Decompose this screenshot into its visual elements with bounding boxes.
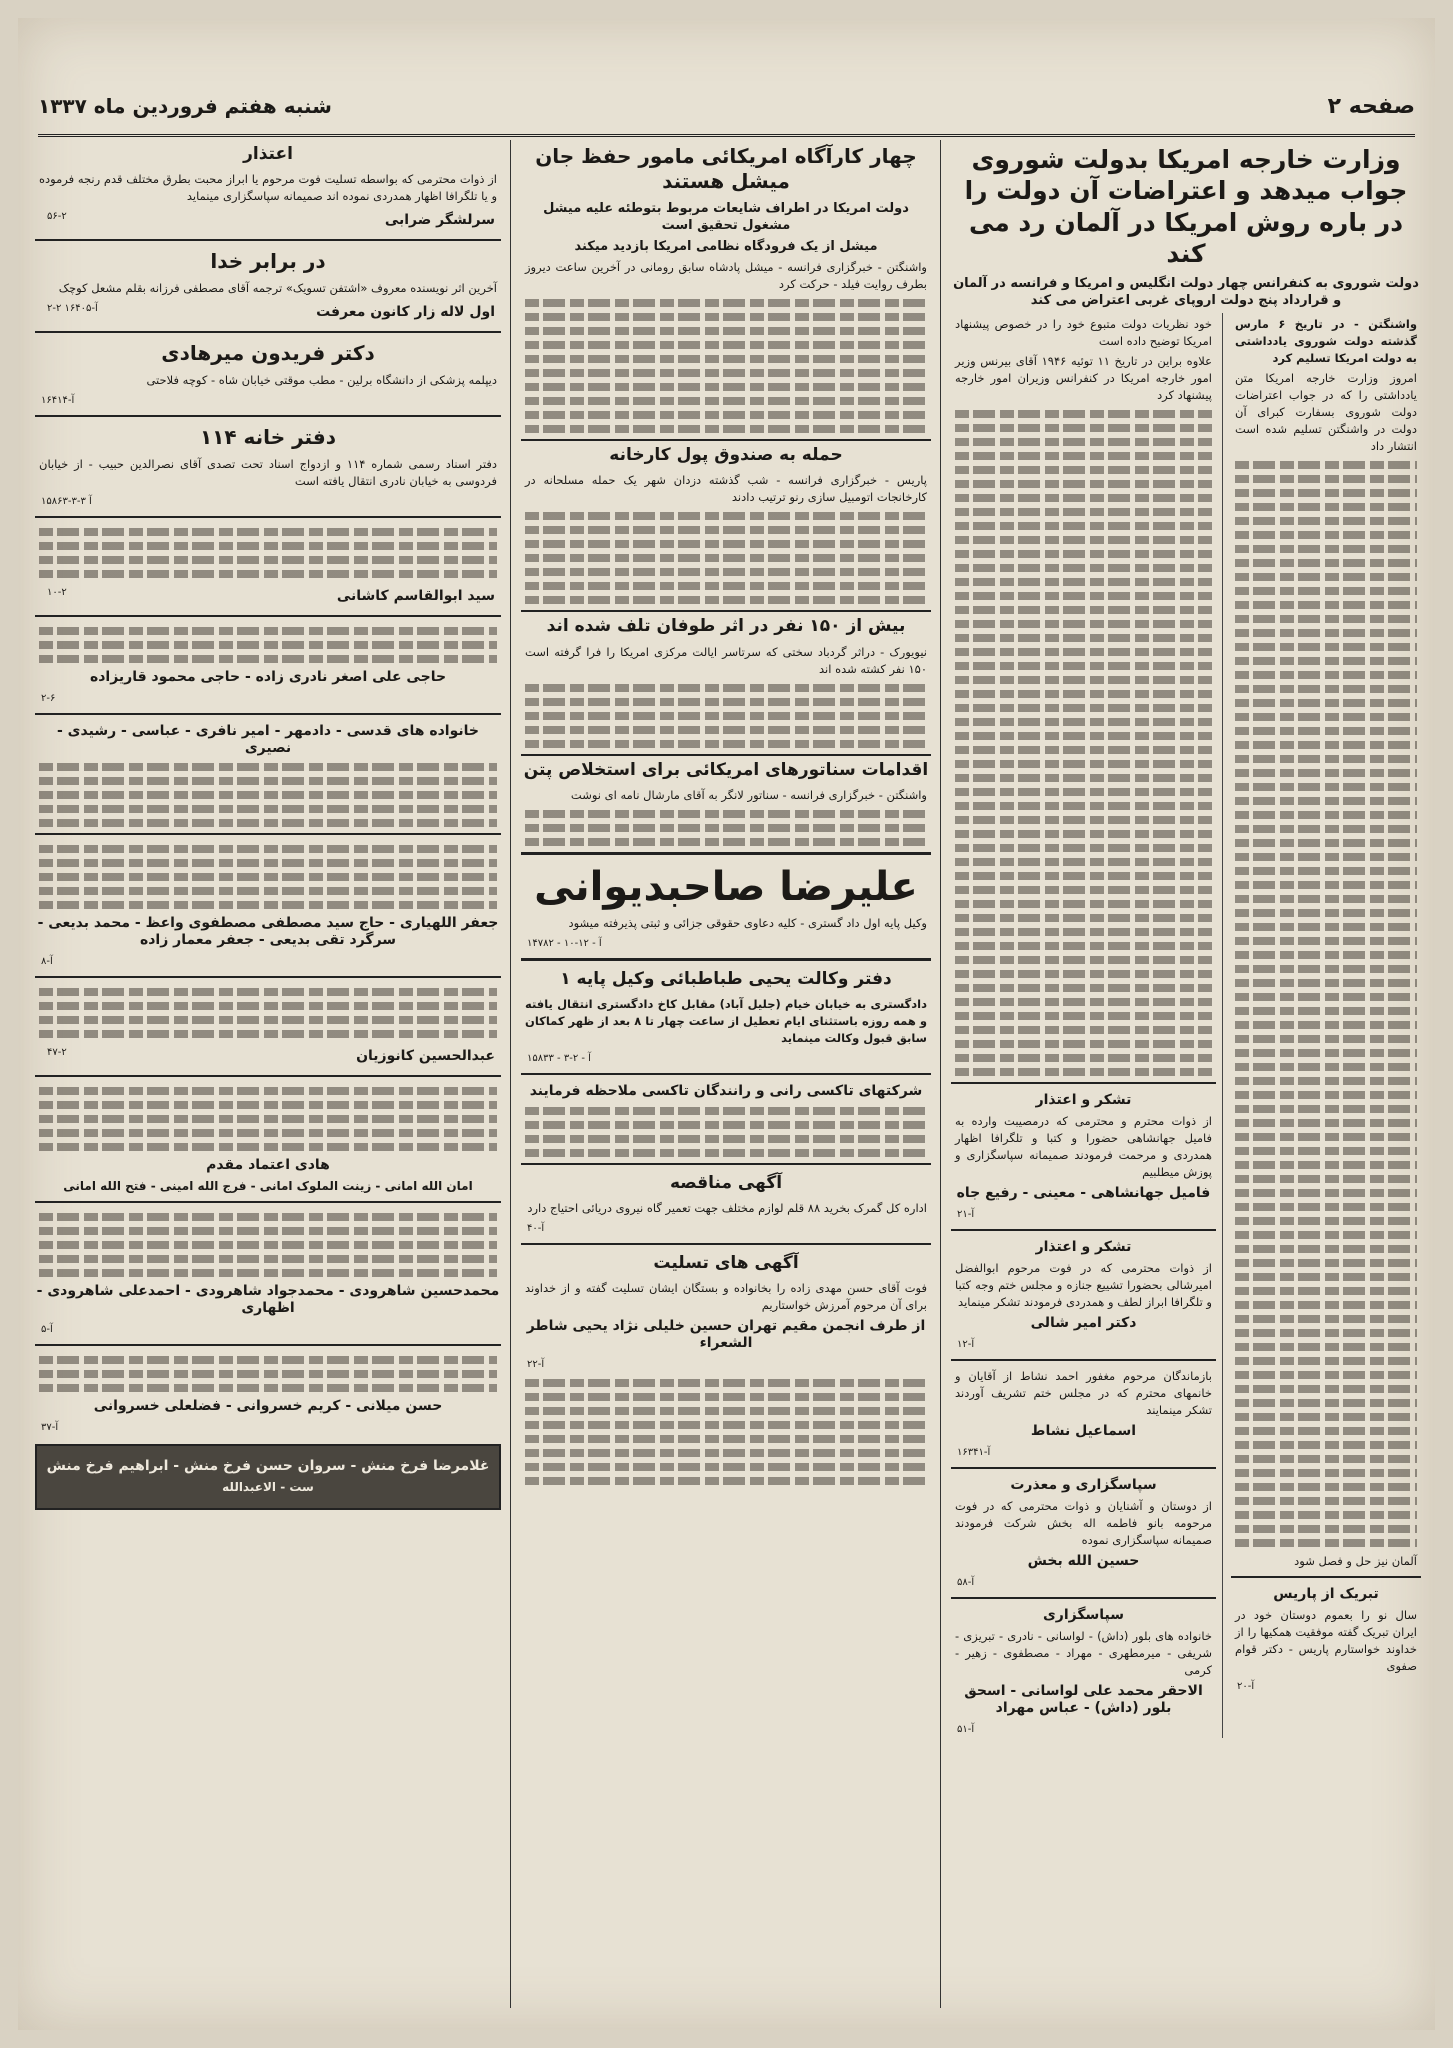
article-cashbox-filler <box>525 512 927 604</box>
condolence-filler <box>525 1379 927 1485</box>
tender-ad-title: آگهی مناقصه <box>669 1172 783 1193</box>
page-number: صفحه ۲ <box>1327 93 1415 119</box>
column-2 <box>521 140 931 2010</box>
notice-2-filler <box>39 627 497 663</box>
greeting-title: تبریک از پاریس <box>1273 1586 1379 1602</box>
thanks-ad-2-title: تشکر و اعتذار <box>1035 1239 1132 1255</box>
apology-code: ۵۶-۲ <box>47 211 67 223</box>
thanks-ad-1-text: از ذوات محترم و محترمی که درمصیبت وارده به فامیل جهانشاهی حضورا و کتبا و تلگرافا اظهار همدردی و مرحمت فرمودند صمیمانه سپاسگزاری و پوزش میطلبیم <box>955 1114 1212 1179</box>
lawyer-ad-name: علیرضا صاحبدیوانی <box>534 863 918 910</box>
dark-ad-code: ست - الاعبدالله <box>222 1480 314 1495</box>
notice-3-filler <box>39 763 497 827</box>
taxi-ad-filler <box>525 1107 927 1157</box>
article-text-1: خود نظریات دولت متبوع خود را در خصوص پیشنهاد امریکا توضیح داده است <box>955 317 1212 348</box>
thanks-ad-3-code: آ-۱۶۳۴۱ <box>957 1447 991 1458</box>
notice-6-sign: هادی اعتماد مقدم <box>206 1157 330 1174</box>
notice-3-sign: خانواده های قدسی - دادمهر - امیر نافری - عباسی - رشیدی - نصیری <box>57 723 479 757</box>
thanks-ad-5-title: سپاسگزاری <box>1042 1607 1125 1623</box>
book-ad-text: آخرین اثر نویسنده معروف «اشتفن تسویک» ترجمه آقای مصطفی فرزانه بقلم مشعل کوچک <box>58 281 497 296</box>
thanks-ad-1-title: تشکر و اعتذار <box>1035 1092 1132 1108</box>
thanks-ad-2-code: آ-۱۲ <box>957 1339 975 1350</box>
taxi-ad-title: شرکتهای تاکسی رانی و رانندگان تاکسی ملاحظه فرمایند <box>529 1083 923 1099</box>
doctor-ad-title: دکتر فریدون میرهادی <box>161 341 375 366</box>
subhead-investigation: دولت امریکا در اطراف شایعات مربوط بتوطئه علیه میشل مشغول تحقیق است <box>543 201 909 233</box>
greeting-text: سال نو را بعموم دوستان خود در ایران تبریک گفته موفقیت همکیها را از خداوند خواستارم پاریس - دکتر قوام صفوی <box>1235 1608 1417 1673</box>
notice-1-sign: سید ابوالقاسم کاشانی <box>336 588 495 605</box>
thanks-ad-4-sign: حسین الله بخش <box>1027 1553 1140 1569</box>
condolence-ad-code: آ-۲۲ <box>527 1359 545 1370</box>
notice-5-code: ۴۷-۲ <box>47 1047 67 1059</box>
notice-8-filler <box>39 1356 497 1392</box>
condolence-ad-sign: از طرف انجمن مقیم تهران حسین خلیلی نژاد یحیی شاطر الشعراء <box>526 1318 926 1351</box>
notary-ad-code: ۱۵۸۶۳-آ ۳-۳ <box>41 496 92 508</box>
article-storm-filler <box>525 684 927 748</box>
notice-7-sign: محمدحسین شاهرودی - محمدجواد شاهرودی - احمدعلی شاهرودی - اظهاری <box>36 1283 500 1317</box>
notary-ad-title: دفتر خانه ۱۱۴ <box>199 425 337 450</box>
notice-2-sign: حاجی علی اصغر نادری زاده - حاجی محمود قاریزاده <box>89 669 447 686</box>
notary-ad-text: دفتر اسناد رسمی شماره ۱۱۴ و ازدواج اسناد تحت تصدی آقای نصرالدین حبیب - از خیابان فردوسی به خیابان نادری انتقال یافته است <box>39 457 497 489</box>
column-3 <box>35 140 501 2010</box>
article-lead: واشنگتن - در تاریخ ۶ مارس گذشته دولت شوروی یادداشتی به دولت امریکا تسلیم کرد <box>1235 317 1417 365</box>
headline-cashbox: حمله به صندوق پول کارخانه <box>521 439 931 466</box>
condolence-ad-text: فوت آقای حسن مهدی زاده را بخانواده و بستگان ایشان تسلیت گفته و از خداوند برای آن مرحوم آمرزش خواستاریم <box>525 1281 927 1312</box>
tender-ad-text: اداره کل گمرک بخرید ۸۸ قلم لوازم مختلف جهت تعمیر گاه نیروی دریائی احتیاج دارد <box>527 1200 927 1215</box>
book-ad-store: اول لاله زار کانون معرفت <box>316 304 495 321</box>
notice-2-code: ۲-۶ <box>41 693 56 705</box>
subhead-airport: میشل از یک فرودگاه نظامی امریکا بازدید میکند <box>574 239 878 254</box>
notice-1-filler <box>39 528 497 578</box>
column-1 <box>951 140 1421 2010</box>
notice-7-code: آ-۵ <box>41 1324 53 1336</box>
headline-petain: اقدامات سناتورهای امریکائی برای استخلاص پتن <box>521 754 931 781</box>
article-lead-2: امروز وزارت خارجه امریکا متن یادداشتی را که در جواب اعتراضات دولت شوروی بسفارت کبرای آن دولت در واشنگتن تسلیم شده است انتشار داد <box>1235 371 1417 453</box>
lawyer-ad-text: وکیل پایه اول داد گستری - کلیه دعاوی حقوقی جزائی و ثبتی پذیرفته میشود <box>568 915 927 930</box>
book-ad-title: در برابر خدا <box>210 249 326 274</box>
law-office-ad-code: ۱۵۸۳۳ - آ - ۲-۳ <box>527 1053 591 1064</box>
article-michael-filler <box>525 299 927 433</box>
doctor-ad-code: ۱۶۴۱۴-آ <box>41 395 75 407</box>
thanks-ad-1-code: آ-۲۱ <box>957 1209 975 1220</box>
notice-5-sign: عبدالحسین کانوزیان <box>356 1048 495 1065</box>
headline-detectives: چهار کارآگاه امریکائی مامور حفظ جان میشل هستند <box>535 144 917 193</box>
article-cashbox: پاریس - خبرگزاری فرانسه - شب گذشته دزدان شهر یک حمله مسلحانه در کارخانجات اتومبیل سازی رنو ترتیب دادند <box>525 473 927 505</box>
tender-ad-code: آ-۴۰ <box>527 1222 545 1234</box>
doctor-ad-text: دیپلمه پزشکی از دانشگاه برلین - مطب موقتی خیابان شاه - کوچه فلاحتی <box>146 373 497 388</box>
article-body-filler <box>1235 461 1417 1547</box>
article-michael: واشنگتن - خبرگزاری فرانسه - میشل پادشاه سابق رومانی در آخرین ساعت دیروز بطرف روایت فیلد - حرکت کرد <box>525 260 927 291</box>
column-rule <box>510 140 511 2008</box>
thanks-ad-4-title: سپاسگزاری و معذرت <box>1010 1477 1157 1493</box>
thanks-ad-3-text: بازماندگان مرحوم مغفور احمد نشاط از آقایان و خانمهای محترم که در مجلس ختم تشریف آوردند تشکر مینمایند <box>955 1369 1212 1417</box>
notice-4-filler <box>39 845 497 909</box>
thanks-ad-2-sign: دکتر امیر شالی <box>1030 1315 1137 1331</box>
notice-6-sub: امان الله امانی - زینت الملوک امانی - فرج الله امینی - فتح الله امانی <box>63 1179 473 1194</box>
main-headline: وزارت خارجه امریکا بدولت شوروی جواب میدهد و اعتراضات آن دولت را در باره روش امریکا در آلمان رد می کند <box>964 145 1408 268</box>
article-petain-filler <box>525 810 927 846</box>
notice-4-sign: جعفر اللهیاری - حاج سید مصطفی مصطفوی واعظ - محمد بدیعی - سرگرد تقی بدیعی - جعفر معمار زاده <box>37 915 499 949</box>
dark-notice-ad <box>35 1444 501 1510</box>
apology-text: از ذوات محترمی که بواسطه تسلیت فوت مرحوم یا ابراز محبت بطرق مختلف قدم رنجه فرموده و یا تلگرافا اظهار همدردی نموده اند صمیمانه سپاسگزاری مینماید <box>39 172 497 204</box>
notice-7-filler <box>39 1213 497 1277</box>
masthead <box>38 78 1415 137</box>
article-body-filler-2 <box>955 410 1212 1076</box>
article-continuation: آلمان نیز حل و فصل شود <box>1294 1554 1417 1568</box>
greeting-code: آ-۲۰ <box>1237 1681 1255 1692</box>
notice-6-filler <box>39 1087 497 1151</box>
book-ad-code: ۲-۲ ۱۶۴۰۵-آ <box>47 303 98 315</box>
apology-sign: سرلشگر ضرابی <box>384 212 495 229</box>
article-text-2: علاوه براین در تاریخ ۱۱ توئیه ۱۹۴۶ آقای بیرنس وزیر امور خارجه امریکا در کنفرانس وزیران امور خارجه پیشنهاد کرد <box>955 354 1212 402</box>
notice-4-code: آ-۸ <box>41 956 53 968</box>
notice-1-code: ۱۰-۲ <box>47 587 67 599</box>
article-storm: نیویورک - دراثر گردباد سختی که سرتاسر ایالت مرکزی امریکا را فرا گرفته است ۱۵۰ نفر کشته شده اند <box>525 644 927 676</box>
thanks-ad-5-sign: الاحقر محمد علی لواسانی - اسحق بلور (داش) - عباس مهراد <box>964 1683 1203 1716</box>
main-subhead: دولت شوروی به کنفرانس چهار دولت انگلیس و امریکا و فرانسه در آلمان و قرارداد پنج دولت اروپای غربی اعتراض می کند <box>953 276 1419 308</box>
thanks-ad-2-text: از ذوات محترمی که در فوت مرحوم ابوالفضل امیرشالی بحضورا تشییع جنازه و مجلس ختم وجه کتبا و تلگرافا ابراز لطف و همدردی فرمودند تشکر مینماید <box>955 1261 1212 1309</box>
thanks-ad-1-sign: فامیل جهانشاهی - معینی - رفیع جاه <box>956 1185 1211 1201</box>
law-office-ad-text: دادگستری به خیابان خیام (جلیل آباد) مقابل کاخ دادگستری انتقال یافته و همه روزه باستثنای ایام تعطیل از ساعت چهار تا ۸ بعد از ظهر کماکان سابق قبول وکالت مینماید <box>525 997 927 1045</box>
thanks-ad-4-code: آ-۵۸ <box>957 1577 975 1588</box>
notice-8-sign: حسن میلانی - کریم خسروانی - فضلعلی خسروانی <box>93 1398 443 1415</box>
newspaper-page <box>18 18 1435 2030</box>
issue-date: شنبه هفتم فروردین ماه ۱۳۳۷ <box>38 94 332 118</box>
notice-5-filler <box>39 988 497 1038</box>
column-rule <box>940 140 941 2008</box>
thanks-ad-5-text: خانواده های بلور (داش) - لواسانی - نادری - تبریزی - شریفی - میرمطهری - مهراد - مصطفوی - زهیر - کرمی <box>955 1629 1212 1677</box>
thanks-ad-3-sign: اسماعیل نشاط <box>1030 1423 1137 1439</box>
lawyer-ad-code: ۱۴۷۸۲ - آ - ۱۲-۱۰ <box>527 937 602 949</box>
thanks-ad-5-code: آ-۵۱ <box>957 1724 975 1735</box>
article-petain: واشنگتن - خبرگزاری فرانسه - سناتور لانگر به آقای مارشال نامه ای نوشت <box>570 787 927 802</box>
law-office-ad-title: دفتر وکالت یحیی طباطبائی وکیل پایه ۱ <box>560 968 892 989</box>
headline-storm: بیش از ۱۵۰ نفر در اثر طوفان تلف شده اند <box>521 610 931 637</box>
apology-title: اعتذار <box>243 144 293 164</box>
condolence-ads-title: آگهی های تسلیت <box>653 1252 799 1273</box>
dark-ad-names: غلامرضا فرخ منش - سروان حسن فرخ منش - ابراهیم فرخ منش <box>46 1458 490 1475</box>
notice-8-code: آ-۳۷ <box>41 1422 59 1434</box>
thanks-ad-4-text: از دوستان و آشنایان و ذوات محترمی که در فوت مرحومه بانو فاطمه اله بخش شرکت فرمودند صمیمانه سپاسگزاری نموده <box>955 1499 1212 1547</box>
